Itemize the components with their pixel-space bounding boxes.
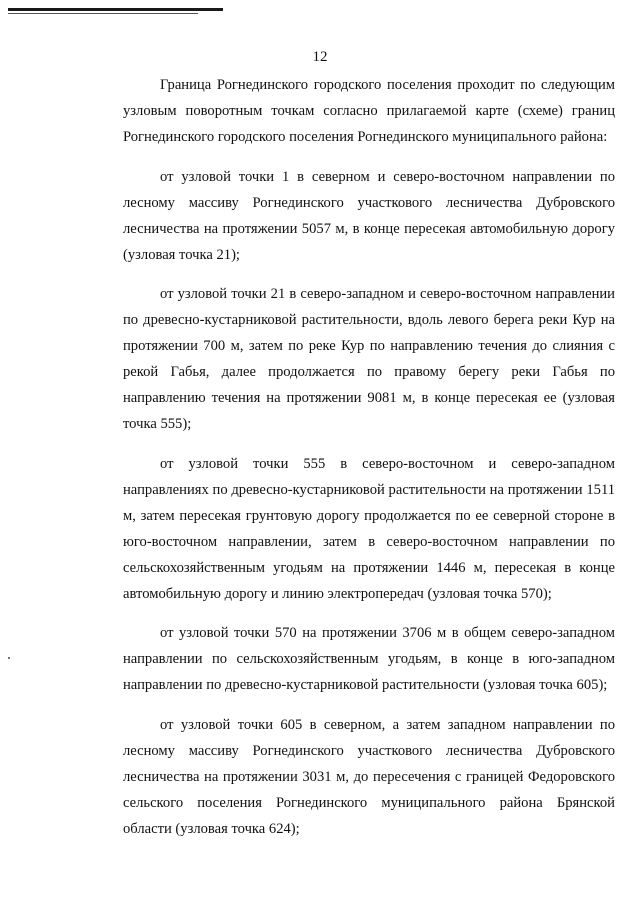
paragraph-intro: Граница Рогнединского городского поселения проходит по следующим узловым поворотным точкам согласно прилагаемой карте (схеме) границ Рогнединского городского поселения Рогнединского муниципального района:: [123, 77, 615, 145]
paragraph-point-1: от узловой точки 1 в северном и северо-восточном направлении по лесному массиву Рогнединского участкового лесничества Дубровского лесничества на протяжении 5057 м, в конце пересекая автомобильную дорогу (узловая точка 21);: [123, 168, 615, 263]
scan-top-rule: [8, 8, 223, 11]
paragraph-point-605: от узловой точки 605 в северном, а затем западном направлении по лесному массиву Рогнединского участкового лесничества Дубровского лесничества на протяжении 3031 м, до пересечения с границей Федоровского сельского поселения Рогнединского муниципального района Брянской области (узловая точка 624);: [123, 716, 615, 837]
paragraph-point-570: от узловой точки 570 на протяжении 3706 м в общем северо-западном направлении по сельскохозяйственным угодьям, в конце в юго-западном направлении по древесно-кустарниковой растительности (узловая точка 605);: [123, 625, 615, 693]
scan-top-rule-thin: [8, 13, 198, 14]
scan-speck: [8, 657, 10, 659]
paragraph-point-21: от узловой точки 21 в северо-западном и северо-восточном направлении по древесно-кустарниковой растительности, вдоль левого берега реки Кур на протяжении 700 м, затем по реке Кур по направлению течения до слияния с рекой Габья, далее продолжается по правому берегу реки Габья по направлению течения на протяжении 9081 м, в конце пересекая ее (узловая точка 555);: [123, 286, 615, 432]
paragraph-point-555: от узловой точки 555 в северо-восточном и северо-западном направлениях по древесно-кустарниковой растительности на протяжении 1511 м, затем пересекая грунтовую дорогу продолжается по ее северной стороне в юго-восточном направлении, затем в северо-восточном направлении по сельскохозяйственным угодьям на протяжении 1446 м, пересекая в конце автомобильную дорогу и линию электропередач (узловая точка 570);: [123, 455, 615, 602]
document-body: [123, 72, 615, 842]
page-number: 12: [312, 49, 328, 65]
